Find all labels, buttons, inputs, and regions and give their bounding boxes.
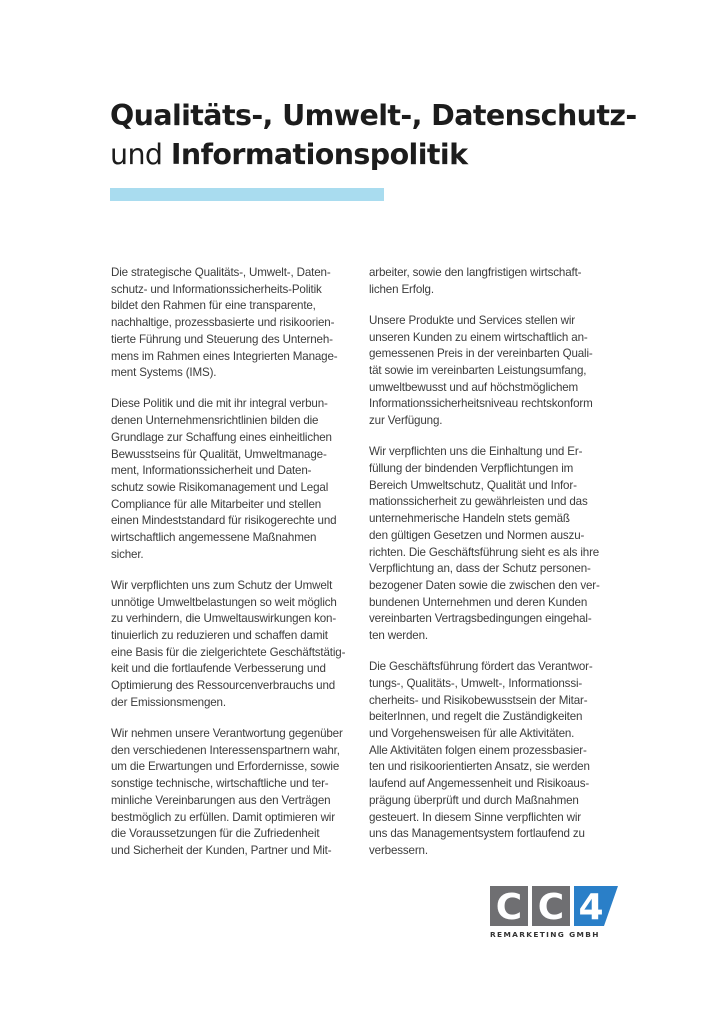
- logo-letter-1: C: [495, 887, 523, 926]
- logo-block-3-slant: [604, 886, 618, 926]
- paragraph: Die strategische Qualitäts-, Umwelt-, Daten- schutz- und Informationssicherheits-Politik bildet den Rahmen für eine transparente, nachhaltige, prozessbasierte und risikoorien- tierte Führung und Steuerung des Unterneh- mens im Rahmen eines Integrierten Manage- ment Systems (IMS).: [111, 266, 338, 380]
- title-line-2: [110, 135, 670, 174]
- company-logo: [490, 886, 618, 942]
- paragraph: Diese Politik und die mit ihr integral verbun- denen Unternehmensrichtlinien bilden die Grundlage zur Schaffung eines einheitlichen Bewusstseins für Qualität, Umweltmanage- ment, Informationssicherheit und Daten- schutz sowie Risikomanagement und Legal Compliance für alle Mitarbeiter und stellen einen Mindeststandard für risikogerechte und wirtschaftlich angemessene Maßnahmen sicher.: [111, 397, 337, 561]
- paragraph: Unsere Produkte und Services stellen wir unseren Kunden zu einem wirtschaftlich an- gemessenen Preis in der vereinbarten Quali- tät sowie im vereinbarten Leistungsumfang, umweltbewusst und auf höchstmöglichem Informationssicherheitsniveau rechtskonform zur Verfügung.: [369, 313, 593, 428]
- title-accent-rule: [110, 188, 384, 201]
- title-line-1: Qualitäts-, Umwelt-, Datenschutz-: [110, 99, 637, 132]
- logo-letter-2: C: [537, 887, 565, 926]
- paragraph: Wir verpflichten uns die Einhaltung und Er- füllung der bindenden Verpflichtungen im Bereich Umweltschutz, Qualität und Infor- mationssicherheit zu gewährleisten und das unternehmerische Handeln stets gemäß den gültigen Gesetzen und Normen auszu- richten. Die Geschäftsführung sieht es als ihre Verpflichtung an, dass der Schutz personen- bezogener Daten sowie die zwischen den ver- bundenen Unternehmen und deren Kunden vereinbarten Vertragsbedingungen eingehal- ten werden.: [369, 445, 600, 643]
- logo-tagline: REMARKETING GMBH: [490, 930, 600, 939]
- paragraph: Die Geschäftsführung fördert das Verantwor- tungs-, Qualitäts-, Umwelt-, Informationssi- cherheits- und Risikobewusstsein der Mitar- beiterInnen, und regelt die Zuständigkeiten und Vorgehensweisen für alle Aktivitäten. Alle Aktivitäten folgen einem prozessbasier- ten und risikoorientierten Ansatz, sie werden laufend auf Angemessenheit und Risikoaus- prägung überprüft und durch Maßnahmen gesteuert. In diesem Sinne verpflichten wir uns das Managementsystem fortlaufend zu verbessern.: [369, 660, 593, 857]
- title-line-2-light: und: [110, 138, 171, 171]
- logo-blocks: [490, 886, 618, 926]
- logo-letter-3: 4: [578, 887, 604, 926]
- left-column: [111, 265, 369, 874]
- paragraph: Wir nehmen unsere Verantwortung gegenüber den verschiedenen Interessenspartnern wahr, um die Erwartungen und Erfordernisse, sowie sonstige technische, wirtschaftliche und ter- minliche Vereinbarungen aus den Verträgen bestmöglich zu erfüllen. Damit optimieren wir die Voraussetzungen für die Zufriedenheit und Sicherheit der Kunden, Partner und Mit-: [111, 727, 343, 857]
- paragraph: Wir verpflichten uns zum Schutz der Umwelt unnötige Umweltbelastungen so weit möglich zu verhindern, die Umweltauswirkungen kon- tinuierlich zu reduzieren und schaffen damit eine Basis für die zielgerichtete Geschäftstätig- keit und die fortlaufende Verbesserung und Optimierung des Ressourcenverbrauchs und der Emissionsmengen.: [111, 578, 346, 709]
- right-column: [369, 265, 627, 874]
- paragraph: arbeiter, sowie den langfristigen wirtschaft- lichen Erfolg.: [369, 266, 582, 296]
- title-line-2-bold: Informationspolitik: [170, 138, 468, 171]
- page-title: [110, 96, 670, 174]
